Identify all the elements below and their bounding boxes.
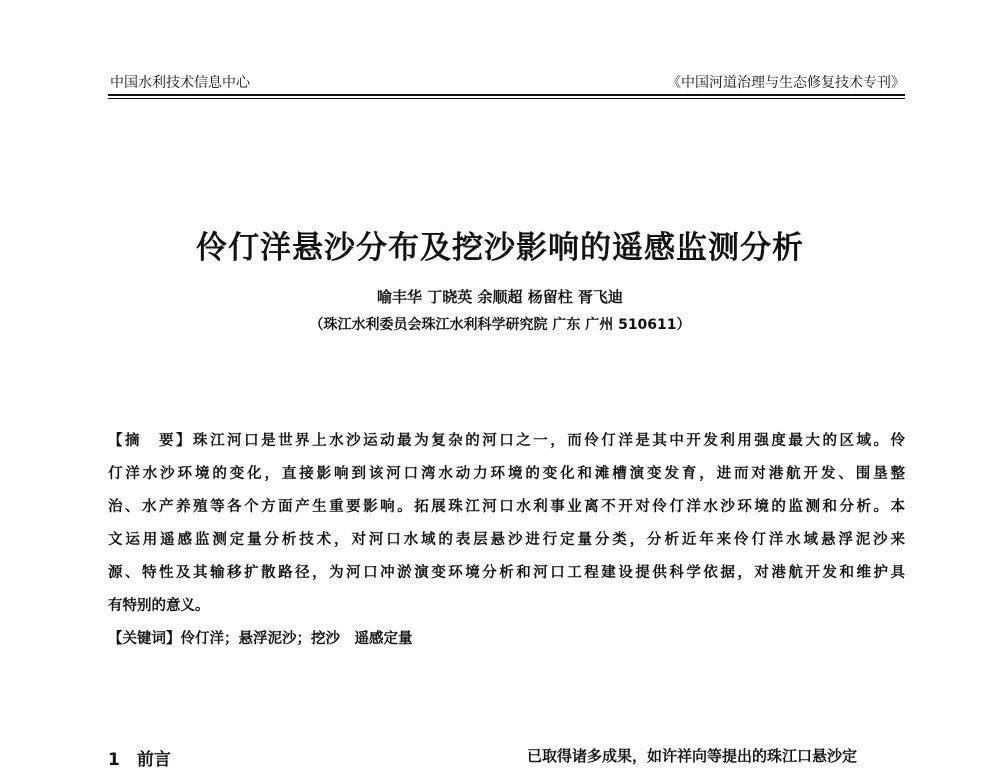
right-column-text: 已取得诸多成果，如许祥向等提出的珠江口悬沙定 (527, 747, 858, 765)
header-left: 中国水利技术信息中心 (110, 75, 250, 91)
header-right: 《中国河道治理与生态修复技术专刊》 (667, 75, 905, 91)
abstract-line: 【摘 要】珠江河口是世界上水沙运动最为复杂的河口之一，而伶仃洋是其中开发利用强度最大的区域。伶 (108, 432, 905, 449)
section-heading: 1 前言 (108, 750, 171, 770)
authors: 喻丰华 丁晓英 余顺超 杨留柱 胥飞迪 (377, 288, 623, 306)
affiliation: （珠江水利委员会珠江水利科学研究院 广东 广州 510611） (309, 317, 691, 333)
paper-title: 伶仃洋悬沙分布及挖沙影响的遥感监测分析 (196, 230, 804, 266)
abstract-line: 有特别的意义。 (108, 597, 210, 614)
header-rule-thin (108, 98, 905, 99)
abstract (108, 430, 905, 661)
abstract-line: 源、特性及其输移扩散路径，为河口冲淤演变环境分析和河口工程建设提供科学依据，对港航开发和维护具 (108, 564, 905, 581)
abstract-line: 治、水产养殖等各个方面产生重要影响。拓展珠江河口水利事业离不开对伶仃洋水沙环境的监测和分析。本 (108, 498, 905, 515)
abstract-line: 文运用遥感监测定量分析技术，对河口水域的表层悬沙进行定量分类，分析近年来伶仃洋水域悬浮泥沙来 (108, 531, 905, 548)
abstract-line: 仃洋水沙环境的变化，直接影响到该河口湾水动力环境的变化和滩槽演变发育，进而对港航开发、围垦整 (108, 465, 905, 482)
header-rule (108, 94, 905, 96)
keywords: 【关键词】伶仃洋；悬浮泥沙；挖沙 遥感定量 (108, 630, 413, 647)
